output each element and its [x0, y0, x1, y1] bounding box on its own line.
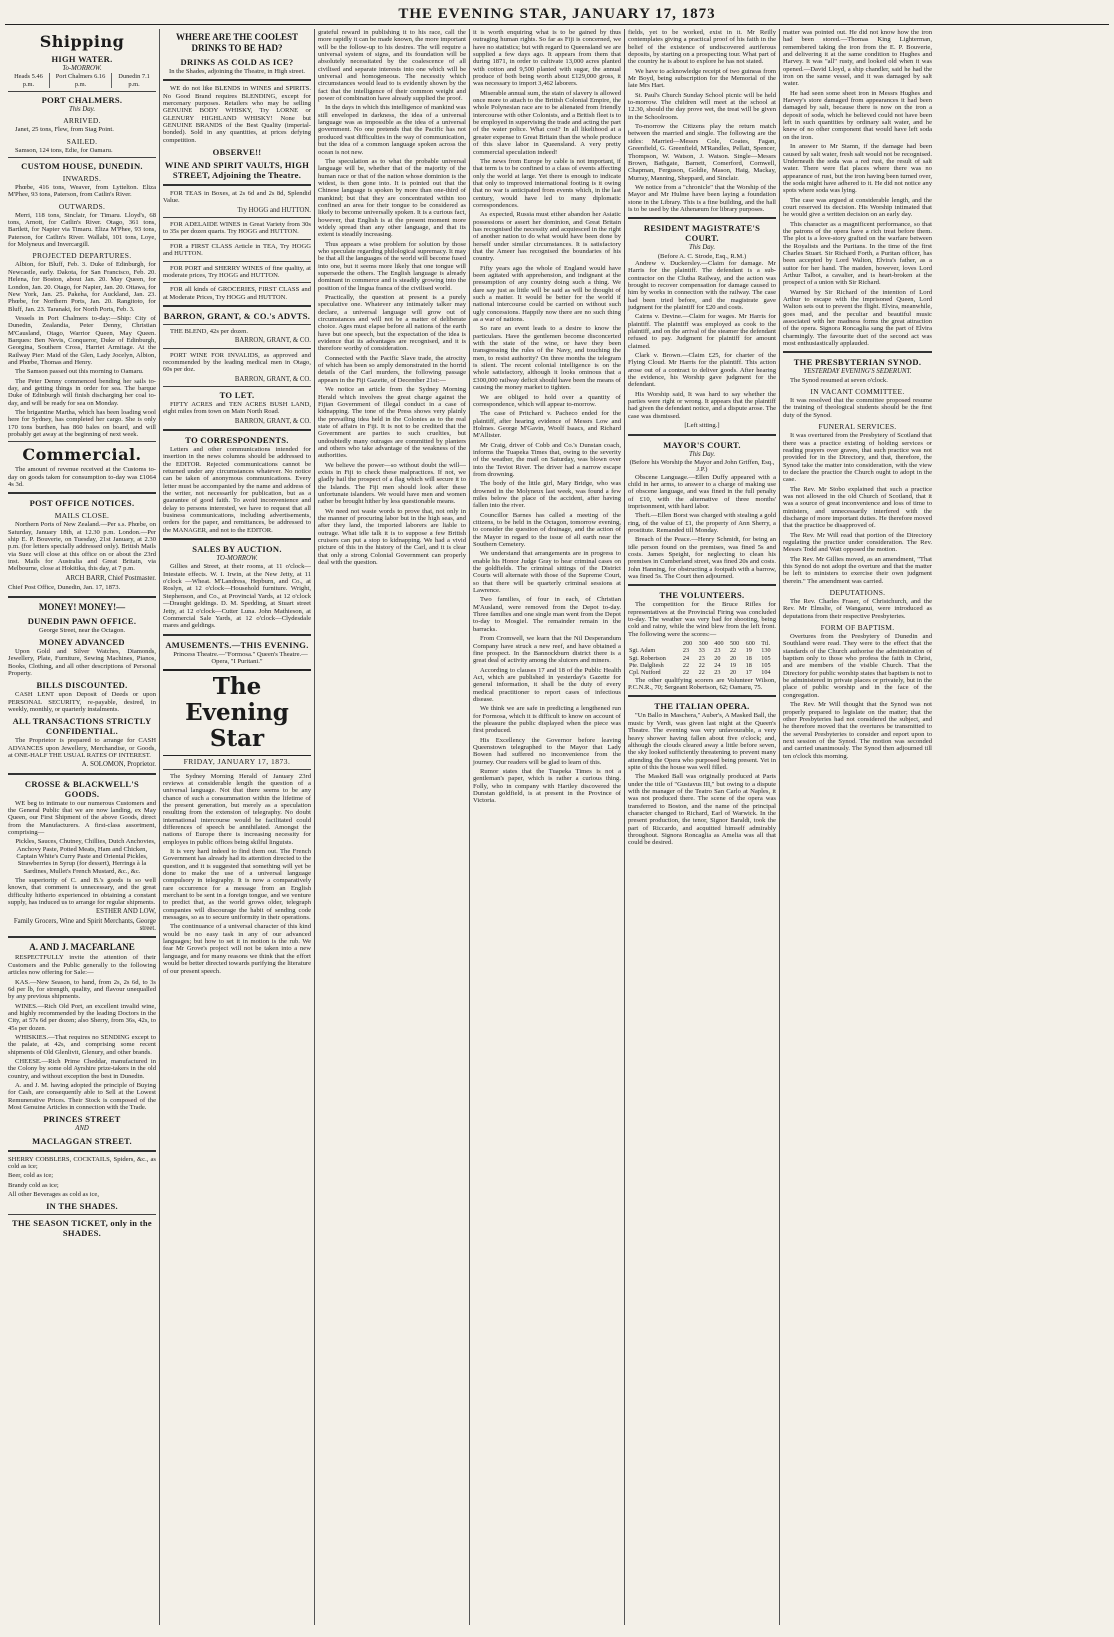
- hogg-sign-1: Try HOGG and HUTTON.: [237, 206, 311, 214]
- score-cell: 33: [698, 647, 705, 655]
- score-cell: 20: [729, 654, 737, 662]
- teas-ad: FOR TEAS in Boxes, at 2s 6d and 2s 8d, Splendid Value.: [163, 190, 311, 205]
- brig-text: The brigantine Martha, which has been loading wool here for Sydney, has completed her cargo. She is only 170 tons burthen, has 860 bales on board, and will probably get away at the beginning of next week.: [8, 409, 156, 439]
- score-cell: 22: [682, 662, 690, 670]
- mails-close-heading: MAILS CLOSE.: [54, 511, 110, 521]
- issue-date: FRIDAY, JANUARY 17, 1873.: [183, 757, 291, 767]
- synod-text-1: The Synod resumed at seven o'clock.: [790, 376, 888, 384]
- deputations-heading: DEPUTATIONS.: [829, 588, 886, 598]
- volunteers-more: The other qualifying scorers are Volunteer Wilson, P.C.N.R., 70; Sergeant Robertson, 62; Oamaru, 75.: [628, 676, 776, 692]
- mayor-this-day: This Day.: [688, 450, 716, 458]
- col5-para-2: We have to acknowledge receipt of two guineas from Mr Boyd, being subscription for the Memorial of the late Mrs Hart.: [628, 67, 776, 90]
- season-ticket: THE SEASON TICKET, only in the SHADES.: [11, 1218, 152, 1239]
- score-cell: 104: [761, 669, 771, 677]
- scores-table: [628, 640, 776, 677]
- col4-para-11: Councillor Barnes has called a meeting of the citizens, to be held in the Octagon, tomorrow evening, to consider the question of drainage, and the action of the Mayor in regard to the issue of all earth near the Southern Cemetery.: [473, 511, 621, 549]
- score-cell: 19: [745, 647, 752, 655]
- money-text: Upon Gold and Silver Watches, Diamonds, Jewellery, Plate, Furniture, Sewing Machines, Pianos, Books, Clothing, and all other descriptions of Personal Property.: [8, 647, 156, 677]
- adelaide-ad: FOR ADELAIDE WINES in Great Variety from 30s to 35s per dozen quarts. Try HOGG and HUTTON.: [163, 221, 311, 236]
- port-chalmers-heading: PORT CHALMERS.: [41, 95, 123, 106]
- score-cell: 24: [714, 662, 721, 670]
- all-beverages: All other Beverages as cold as ice,: [8, 1191, 99, 1199]
- baptism-text-1: Overtures from the Presbytery of Dunedin and Southland were read. They were to the effect that the standards of the Church authorise the administration of baptism only to those who profess the faith in Christ, and are members of the visible Church. That the Directory for public worship states that baptism is not to be administered in private places or privately, but in the place of public worship and in the face of the congregation.: [783, 633, 932, 699]
- drinks-cold-heading: DRINKS AS COLD AS ICE?: [180, 57, 294, 67]
- synod-text-2: It was resolved that the committee proposed resume the training of theological students should be the first duty of the Synod.: [783, 397, 932, 419]
- resident-court-heading: RESIDENT MAGISTRATE'S COURT.: [643, 223, 761, 244]
- score-cell: 105: [761, 662, 771, 670]
- score-cell: 24: [682, 654, 690, 662]
- score-cell: Sgt. Adam: [629, 647, 656, 655]
- mayors-court-heading: MAYOR'S COURT.: [663, 439, 741, 450]
- column-5: [625, 29, 780, 1625]
- crosse-text: WE beg to intimate to our numerous Customers and the General Public that we are now landing, ex May Queen, our First Shipment of the above Goods, direct from the Manufacturers. A first-class assortment, comprising—: [8, 799, 156, 836]
- correspondents-heading: TO CORRESPONDENTS.: [185, 434, 289, 445]
- col4-para-5: Fifty years ago the whole of England would have been agitated with apprehension, and indignant at the presumption of any country doing such a thing. We dare say just as little will be said as will be thought of such a matter. It would be better for the world if national intercourse could be carried on without such ugly concessions. Happily now there are no such thing as a war of nations.: [473, 264, 621, 324]
- leader-para-3: The continuance of a universal character of this kind would be no easy task in any of our advanced languages; but how to set it in motion is the rub. We fear Mr Grove's project will not be taken into a new language, and for many reasons we think that the effort would be better directed towards purifying the literature of our present speech.: [163, 923, 311, 975]
- score-row: [628, 669, 776, 676]
- commercial-heading: Commercial.: [22, 445, 142, 465]
- inwards-heading: INWARDS.: [62, 174, 102, 184]
- col4-para-8: The case of Pritchard v. Pacheco ended for the plaintiff, after hearing evidence of Messrs Low and Holmes. George M'Gavin, Woolf Isaacs, and Richard M'Allister.: [473, 410, 621, 440]
- col4-para-1: it is worth enquiring what is to be gained by thus outraging human rights. So far as Fiji is concerned, we have no statistics; but with regard to Queensland we are supplied a few days ago. It appears from them that during 1871, in order to cultivate 13,000 acres planted with cotton and 9,500 planted with sugar, the annual produce of both being worth about £129,000 gross, it was necessary to import 3,462 laborers.: [473, 29, 621, 88]
- col5-para-1: fields, yet to be worked, exist in it. Mr Reilly contemplates giving a practical proof of his faith in the belief of the existence of undiscovered auriferous deposits, by starting on a prospecting tour. What part of the country he is about to explore he has not stated.: [628, 29, 776, 66]
- col6-para-3: In answer to Mr Stamn, if the damage had been caused by salt water, fresh salt would not be recognised. Underneath the soda was a red rust, the result of salt water. There were flat places where there was no appearance of rust, but the iron having been turned over, the soda might have adhered to it. He did not notice any spots where soda was lying.: [783, 143, 932, 195]
- score-cell: 23: [714, 647, 721, 655]
- inwards-text: Phœbe, 416 tons, Weaver, from Lyttelton. Eliza M'Phee, 93 tons, Paterson, from Catlin's River.: [8, 184, 156, 199]
- pawn-office-heading: DUNEDIN PAWN OFFICE.: [27, 615, 137, 626]
- bills-discounted: BILLS DISCOUNTED.: [36, 680, 128, 691]
- tide-table: [8, 73, 156, 88]
- shades-line: In the Shades, adjoining the Theatre, in High street.: [169, 68, 305, 75]
- all-transactions: ALL TRANSACTIONS STRICTLY CONFIDENTIAL.: [12, 716, 152, 737]
- col6-para-6: Warned by Sir Richard of the intention of Lord Arthur to escape with the imprisoned Queen, Lord Walton sets out to prevent the flight. Elvira, meanwhile, goes mad, and the peculiar and beautiful music associated with her madness forms the great attraction of the opera. Signora Roncaglia sang the part of Elvira charmingly. The favourite duet of the second act was most enthusiastically applauded.: [783, 288, 932, 348]
- col5-para-5: We notice from a "chronicle" that the Worship of the Mayor and Mr Hulme have been laying a foundation stone in the Library. This is a fine building, and the hall is to be used by the Athenæum for library purposes.: [628, 183, 776, 213]
- presbyterian-synod-heading: THE PRESBYTERIAN SYNOD.: [793, 357, 922, 368]
- court-before: (Before A. C. Strode, Esq., R.M.): [657, 252, 747, 260]
- tomorrow-label: To-MORROW.: [62, 65, 102, 72]
- port-invalids-ad: PORT WINE FOR INVALIDS, as approved and recommended by the leading medical men in Otago, 60s per doz.: [163, 351, 311, 374]
- col4-para-3: The news from Europe by cable is not important, if that term is to be confined to a class of events affecting only the world at large. Yet there is enough to indicate that only to improved international footing is it owing that no war is anticipated from events which, in the last century, would have led to many diplomatic correspondences.: [473, 157, 621, 209]
- col4-para-18: Rumor states that the Tuapeka Times is not a gentleman's paper, which is rather a curious thing. Folly, who in company with Hartley discovered the Dunstan goldfield, is at present in the Province of Victoria.: [473, 768, 621, 805]
- high-water-heading: HIGH WATER.: [51, 54, 113, 64]
- court-this-day: This Day.: [688, 244, 716, 252]
- score-cell: 18: [745, 654, 752, 662]
- col4-para-15: According to clauses 17 and 18 of the Public Health Act, which are published in yesterday's Gazette for general information, it shall be the duty of every medical practitioner to report cases of infectious disease.: [473, 666, 621, 703]
- score-cell: 17: [745, 669, 752, 677]
- leader-para-2: It is very hard indeed to find them out. The French Government has already had its attention directed to the question, and it is suggested that something will yet be done to make the use of a universal language compulsory in telegraphy. It is now a comparatively rare occurrence for a message from an English merchant to be sent in a foreign tongue, and we venture to predict that, as the world grows older, telegraph companies will discourage the habit of sending code messages, so as to secure uniformity in their operations.: [163, 848, 311, 922]
- macfarlane-heading: A. AND J. MACFARLANE: [29, 942, 135, 953]
- outwards-heading: OUTWARDS.: [58, 201, 106, 211]
- col6-para-2: He had seen some sheet iron in Messrs Hughes and Harvey's store damaged from appearances it had been damaged by salt, because there is now on the iron a deposit of soda, which he believed could not have been left in such quantities by ordinary salt water, and he knew of no other component that would have left soda on the iron.: [783, 89, 932, 141]
- evening-star-masthead: The Evening Star: [163, 669, 311, 756]
- col5-para-12: Breach of the Peace.—Henry Schmidt, for being an idle person found on the premises, was fined 5s and costs. James Speight, for neglecting to clean his premises in Cumberland street, was fined 20s and costs. John Hanning, for obstructing a footpath with a barrow, was fined 5s. The Court then adjourned.: [628, 536, 776, 580]
- col3-para-9: We need not waste words to prove that, not only in the manner of procuring labor but in the high seas, and after they land, the imported laborers are liable to outrage. What idle talk it is to suppose a few British cruisers can put a stop to kidnapping. We had a vivid picture of this in the history of the Carl, and it is clear that only a strong Colonial Government can properly deal with the question.: [318, 507, 466, 567]
- score-cell: 20: [714, 654, 721, 662]
- col4-para-9: Mr Craig, driver of Cobb and Co.'s Dunstan coach, informs the Tuapeka Times that, owing to the severity of the weather, the mail on Saturday, was blown over into the Teviot River. The driver had a narrow escape from drowning.: [473, 441, 621, 478]
- opera-text-2: The Masked Ball was originally produced at Paris under the title of "Gustavus III," but owing to a dispute with the manager of the Teatro San Carlo at Naples, it was not produced there. The scene of the opera was transferred to Boston, and the name of the principal character changed to Richard, Earl of Warwick. In the present production, the tenor, Signor Baraldi, took the part of Riccardo, and acquitted himself admirably throughout. Signora Roncaglia as Amelia was all that could be desired.: [628, 773, 776, 847]
- col6-para-1: matter was pointed out. He did not know how the iron had been stored.—Thomas King Lighterman, remembered taking the iron from the E. P. Bouverie, and delivering it at the same condition to Hughes and Harvey. It was "all" rusty, and looked old when it was opened.—David Lloyd, a ship chandler, said he had the iron on the same vessel, and it was damaged by salt water.: [783, 29, 932, 88]
- mac-end: A. and J. M. having adopted the principle of Buying for Cash, are consequently able to Sell at the Lowest Remunerative Prices. Their Stock is composed of the Most Genuine Articles in connection with the Trade.: [8, 1081, 156, 1111]
- italian-opera-heading: THE ITALIAN OPERA.: [654, 701, 750, 712]
- mac-whiskies: WHISKIES.—That requires no SENDING except to the palate, at 42s, and comprising some recent shipments of Old Glenlivit, Glenury, and other brands.: [8, 1033, 156, 1056]
- acres-ad: FIFTY ACRES and TEN ACRES BUSH LAND, eight miles from town on Main North Road.: [163, 400, 311, 416]
- deputations-text: The Rev. Charles Fraser, of Christchurch, and the Rev. Mr Elmslie, of Wanganui, were introduced as deputations from their respective Presbyteries.: [783, 598, 932, 620]
- this-day-label: This Day.: [68, 106, 96, 114]
- score-cell: 23: [714, 669, 721, 677]
- barron-advts-heading: BARRON, GRANT, & CO.'s ADVTS.: [163, 310, 311, 321]
- score-cell: 22: [698, 662, 705, 670]
- sales-tomorrow: TO-MORROW.: [216, 555, 258, 563]
- blend-ad: THE BLEND, 42s per dozen.: [170, 327, 249, 335]
- col3-para-4: Thus appears a wise problem for solution by those who speculate regarding philological supremacy. It may be that all the languages of the world will become fused into one, but it seems more likely that one tongue will supersede the others. The English language is already dominant in commerce and is steadily growing into the position of the lingua franca of the civilised world.: [318, 240, 466, 292]
- col6-para-5: This character as a magnificent performance, so that the patrons of the opera have a rich treat before them. The plot is a love-story grafted on the warfare between the Royalists and the Puritans. In the time of the first Charles Stuart. Sir Richard Forth, a Puritan officer, has been accepted by Lord Walton, Elvira's father, as a suitor for her hand. The maiden, however, loves Lord Arthur Talbot, a cavalier, and is heart-broken at the prospect of a union with Sir Richard.: [783, 220, 932, 287]
- postmaster-sign: ARCH BARR, Chief Postmaster.: [65, 574, 156, 582]
- score-head-cell: [628, 640, 682, 647]
- mac-text: RESPECTFULLY invite the attention of their Customers and the Public generally to the following articles now offering for Sale:—: [8, 954, 156, 977]
- proprietor-text: The Proprietor is prepared to arrange for CASH ADVANCES upon Jewellery, Merchandise, or Goods, at ONE-HALF THE USUAL RATES OF INTEREST.: [8, 737, 156, 759]
- col5-para-10: Obscene Language.—Ellen Duffy appeared with a child in her arms, to answer to a charge of making use of obscene language, and was fined in the full penalty of £10, with the alternative of three months' imprisonment, with hard labor.: [628, 473, 776, 510]
- commercial-text: The amount of revenue received at the Customs to-day on goods taken for consumption to-day was £1064 4s 3d.: [8, 466, 156, 489]
- col5-para-9: His Worship said, It was hard to say whether the parties were right or wrong. It appears that the plaintiff had given the defendant notice, and a dispute arose. The case was dismissed.: [628, 390, 777, 420]
- col6-para-4: The case was argued at considerable length, and the court reserved its decision. His Worship intimated that he would give a written decision on an early day.: [783, 196, 932, 219]
- sales-text: Gillies and Street, at their rooms, at 11 o'clock—Intestate effects. W. I. Irwin, at the New Jetty, at 11 o'clock —Wheat. M'Landress, Hepburn, and Co., at Roslyn, at 12 o'clock—Household furniture. Wright, Stephenson, and Co., at Provincial Yards, at 12 o'clock—Draught geldings. D. M. Spedding, at Stuart street Jetty, at 12 o'clock—Cutter Luna. John Mathieson, at Commercial Sale Yards, at 12 o'clock—Clydesdale mares and geldings.: [163, 563, 311, 630]
- shipping-heading: Shipping: [39, 32, 125, 51]
- vacant-committee-heading: IN VACANT COMMITTEE.: [810, 387, 905, 397]
- score-cell: Pte. Dalgliesh: [629, 662, 664, 670]
- score-row: [628, 647, 776, 654]
- crosse-heading: CROSSE & BLACKWELL'S GOODS.: [24, 778, 140, 799]
- score-cell: 22: [729, 647, 737, 655]
- beer-line: Beer, cold as ice;: [8, 1172, 54, 1180]
- synod-text-3: The Rev. Mr Stobo explained that such a practice was not allowed in the old Church of Scotland, that it was a source of great inconvenience and loss of time to ministers, and unnecessarily interfered with the discharge of more important duties. He therefore moved that the practice be disapproved of.: [783, 485, 932, 530]
- groceries-ad: FOR all kinds of GROCERIES, FIRST CLASS and at Moderate Prices, Try HOGG and HUTTON.: [163, 286, 311, 301]
- score-cell: Cpl. Nutford: [629, 669, 661, 677]
- and-label: AND: [75, 1125, 89, 1133]
- sherry-cobblers: SHERRY COBBLERS, COCKTAILS, Spiders, &c., as cold as ice;: [8, 1155, 156, 1171]
- coolest-drinks-heading: WHERE ARE THE COOLEST DRINKS TO BE HAD?: [175, 32, 299, 53]
- page-header: THE EVENING STAR, JANUARY 17, 1873: [5, 4, 1109, 25]
- column-2: [160, 29, 315, 1625]
- amusements-text: Princess Theatre.—"Formosa." Queen's Theatre.—Opera, "I Puritani.": [173, 650, 308, 665]
- col5-para-3: St. Paul's Church Sunday School picnic will be held to-morrow. The children will meet at the school at 12.30, should the day prove wet, the treat will be given in the Schoolroom.: [628, 91, 776, 121]
- princes-street: PRINCES STREET: [43, 1114, 121, 1125]
- score-cell: 105: [761, 654, 771, 662]
- samson-text: The Samson passed out this morning to Oamaru.: [15, 368, 144, 376]
- correspondents-text: Letters and other communications intended for insertion in the news columns should be addressed to the EDITOR. Rejected communications cannot be returned under any circumstances whatever. No notice can be taken of anonymous communications. Every letter must be accompanied by the name and address of the writer, not necessarily for publication, but as a guarantee of good faith. To avoid inconvenience and delay to persons interested, we have to request that all business communications, including advertisements, orders for the paper, and remittances, be addressed to the MANAGER, and not to the EDITOR.: [163, 445, 311, 534]
- tide-port-chalmers: Port Chalmers 6.16 p.m.: [49, 73, 111, 88]
- funeral-services-heading: FUNERAL SERVICES.: [818, 422, 897, 432]
- post-office-heading: POST OFFICE NOTICES.: [29, 498, 135, 509]
- col5-para-6: Andrew v. Duckersley.—Claim for damage. Mr Harris for the plaintiff. The defendant is a sub-contractor on the Clutha Railway, and the action was brought to recover compensation for damage caused to him by works in connection with the railway. The case had been tried before, and the magistrate gave judgment for the plaintiff for £20 and costs.: [628, 259, 776, 311]
- score-cell: 23: [682, 647, 690, 655]
- crosse-sign-2: Family Grocers, Wine and Spirit Merchants, George street.: [13, 917, 156, 933]
- col3-para-6: Connected with the Pacific Slave trade, the atrocity of which has been so amply demonstrated in the horrid details of the Carl murders, the following passage appears in the Fiji Gazette, of December 21st:—: [318, 354, 466, 384]
- col5-para-11: Theft.—Ellen Borst was charged with stealing a gold ring, of the value of £1, the property of Ann Sherry, a prostitute. Remanded till Monday.: [628, 512, 776, 534]
- score-head-cell: 300: [698, 640, 708, 648]
- col5-para-4: To-morrow the Citizens play the return match between the married and single. The following are the sides: Married—Messrs Cole, Coates, Fagan, Greenfield, G. Greenfield, M'Randles, Pellatt, Spencer, Thompson, W. Watson, J. Watson. Single—Messrs Brown, Bathgate, Barnett, Comerford, Cornwell, Chapman, Ferguson, Goldie, Mason, Haig, Mackay, Murray, Manning, Sheppard, and Sinclair.: [628, 123, 776, 182]
- mails-text: Northern Ports of New Zealand.—Per s.s. Phœbe, on Saturday, January 18th, at 12.30 p.m. London.—Per ship E. P. Bouverie, on Tuesday, 21st January, at 2.30 p.m. (for letters specially addressed only). British Mails via Suez will close at this office on or about the 23rd inst. Mails for Australia and Great Britain, via Melbourne, close at Hokitika, this day, at 7 p.m.: [8, 521, 156, 573]
- score-row: [628, 655, 776, 662]
- column-6: [780, 29, 935, 1625]
- score-head-cell: 400: [714, 640, 724, 648]
- col3-para-2: In the days in which this intelligence of mankind was still enveloped in darkness, the idea of a universal language was as impossible as the idea of a universal government. No one pretends that the Pacific has not produced vast difficulties in the way of communication, but the idea of a common language spoken across the ocean is not new.: [318, 104, 466, 156]
- baptism-text-2: The Rev. Mr Will thought that the Synod was not properly prepared to legislate on the matter; that the other Presbyteries had not considered the subject, and he therefore moved that the overtures be transmitted to the several Presbyteries to consider and report upon to next session of the Synod. The motion was seconded and carried unanimously. The Synod then adjourned till ten o'clock this morning.: [783, 701, 932, 760]
- money-heading: MONEY! MONEY!—: [38, 601, 126, 612]
- in-the-shades: IN THE SHADES.: [46, 1201, 118, 1212]
- sederunt-label: YESTERDAY EVENING'S SEDERUNT.: [803, 368, 912, 376]
- col4-para-12: We understand that arrangements are in progress to enable his Honor Judge Gray to hear criminal cases on the goldfields. The criminal sittings of the District Courts will alternate with those of the Supreme Court, so that there will be quarterly criminal sessions at Lawrence.: [473, 550, 621, 595]
- sailed-heading: SAILED.: [66, 136, 98, 146]
- leader-para-1: The Sydney Morning Herald of January 23rd reviews at considerable length the question of a universal language. Not that there seems to be any chance of such a consummation within the lifetime of the present generation, but merely as a speculation resulting from the extension of telegraphy. No doubt international intercourse would be facilitated could differences of speech be annihilated. Amongst the nations of Europe there is increasing necessity for employes in public offices being skilful linguists.: [163, 772, 311, 846]
- col4-para-2: Miserable annual sum, the stain of slavery is allowed once more to attach to the British Colonial Empire, the whole Polynesian race are to be alienated from friendly intercourse with other Colonists, and a British fleet is to be employed in supervising the trade and acting the part of the water police. What cost? In all likelihood at a greater expense to Great Britain than the whole produce of this slave labor in Queensland. A very pretty commercial speculation indeed!: [473, 89, 621, 156]
- pawn-street: George Street, near the Octagon.: [38, 626, 126, 634]
- crosse-more: The superiority of C. and B.'s goods is so well known, that comment is unnecessary, and the great difficulty hitherto experienced in obtaining a constant supply, has induced us to arrange for regular shipments.: [8, 877, 156, 907]
- barron-sign-1: BARRON, GRANT, & CO.: [234, 337, 311, 345]
- score-cell: Sgt. Robertson: [629, 654, 666, 662]
- blends-text: WE do not like BLENDS in WINES and SPIRITS. No Good Brand requires BLENDING, except for mercenary purposes. Retailers who may be selling GENUINE BODY WHISKY, Try LORNE or GLENURY HIGHLAND WHISKY! None but GENUINE BRANDS of the Best Quality (imperial-bonded). Sold in any quantities, at prices defying competition.: [163, 85, 311, 144]
- score-head-cell: 500: [729, 640, 740, 648]
- vessels-text: Vessels in Port Chalmers to-day:—Ship: City of Dunedin, Zealandia, Peter Denny, Christian M'Causland, Otago, Warrior Queen, May Queen. Barques: Ben Nevis, Conqueror, Duke of Edinburgh, Georgina, Southern Cross, Harriet Armitage. At the Railway Pier: Maid of the Glen, Lady Jocelyn, Albion, and Phœbe, Thomas and Henry.: [8, 314, 156, 366]
- score-row: [628, 662, 776, 669]
- score-header-row: [628, 640, 776, 647]
- opera-text-1: "Un Ballo in Maschera," Auber's, A Masked Ball, the music by Verdi, was given last night at the Queen's Theatre. The evening was very unfavourable, a very heavy shower having fallen about five o'clock; and, although the clouds cleared away a little before seven, the sky looked sufficiently threatening to prevent many attending the Opera who purposed being present. Yet in spite of this the house was well filled.: [628, 712, 776, 771]
- tide-dunedin: Dunedin 7.1 p.m.: [118, 73, 150, 88]
- newspaper-page: [5, 4, 1109, 1629]
- brandy-line: Brandy cold as ice;: [8, 1181, 59, 1189]
- amusements-heading: AMUSEMENTS.—THIS EVENING.: [165, 639, 309, 650]
- col4-para-6: So rare an event leads to a desire to know the particulars. Have the gentlemen become disconcerted with the state of the wine, or have they been transgressing the rules of the Navy, and touching the men, to resist authority? On three months the telegram is silent. The recent colonial intelligence is on the whole satisfactory, although it looks ominous that a £300,000 railway deficit should have been the means of causing the money market to tighten.: [473, 325, 621, 392]
- pawn-sign: A. SOLOMON, Proprietor.: [81, 761, 156, 769]
- sales-auction-heading: SALES BY AUCTION.: [192, 544, 282, 555]
- tide-heads: Heads 5.46 p.m.: [8, 73, 49, 88]
- col3-para-8: We believe the power—so without doubt the will—exists in Fiji to check these malpractices. If not, we gladly hail the prospect of a flag which will secure it to the Islands. The Fiji men should look after these unfortunate islanders. We would have men and women rather be brought hither by less questionable means.: [318, 461, 466, 506]
- col4-para-16: We think we are safe in predicting a lengthened run for Formosa, which it is difficult to know on account of the pleasure the public displayed when the piece was first produced.: [473, 705, 621, 735]
- mac-wines: WINES.—Rich Old Port, an excellent invalid wine, and highly recommended by the leading Doctors in the City, at 57s 6d per dozen; also Sherry, from 36s, 42s, to 45s per dozen.: [8, 1002, 156, 1032]
- col3-para-3: The speculation as to what the probable universal language will be, whether that of the majority of the human race or that of the nation whose dominion is the widest, is then gone into. It is pointed out that the Chinese language is spoken by more than one-third of mankind; but that they are concentrated within too confined an area for their tongue to be considered as likely to become universally spoken. It is a curious fact, however, that English is at the present moment more widely spread than any other language, and that its extent is steadily increasing.: [318, 157, 466, 239]
- score-cell: 130: [761, 647, 771, 655]
- money-advanced: MONEY ADVANCED: [39, 636, 125, 647]
- projected-text: Albion, for Bluff, Feb. 3. Duke of Edinburgh, for Newcastle, early. Dakota, for San Francisco, Feb. 20. Helena, for Boston, about Jan. 20. May Queen, for London, Jan. 20. Otago, for Napier, Jan. 20. Ottawa, for New York, Jan. 25. Pakeha, for Auckland, Jan. 23. Phœbe, for Northern Ports, Jan. 20. Rangitoto, for Bluff, Jan. 23. Taranaki, for North Ports, Feb. 3.: [8, 261, 156, 313]
- col3-para-1: grateful reward in publishing it to his race, call the more rapidly it can be made known, the more important will be the follow-up to his desires. The will require a universal system of signs, and its foundation will be absolutely necessitated by the coalescence of all civilised and separate interests into one which will be universal and homogeneous. The necessity which circumstances would lead to is evidently shown by the fact that the intelligence of their common weight and power of combination have already supplied the proof.: [318, 29, 466, 103]
- score-head-cell: 600: [745, 640, 755, 648]
- maclaggan-street: MACLAGGAN STREET.: [32, 1135, 132, 1146]
- score-cell: 18: [745, 662, 752, 670]
- cash-text: CASH LENT upon Deposit of Deeds or upon PERSONAL SECURITY, re-payable, desired, in weekly, monthly, or quarterly instalments.: [8, 691, 156, 713]
- col5-para-8: Clark v. Brown.—Claim £25, for charter of the Flying Cloud. Mr Harris for the plaintiff. This action arose out of a contract to deliver goods. After hearing the evidence, his Worship gave judgment for the defendant.: [628, 352, 776, 389]
- volunteers-text: The competition for the Bruce Rifles for representatives at the Provincial Firing was concluded to-day. The weather was very bad for shooting, being cold and rainy, while the wind blew from the left front. The following were the scores:—: [628, 601, 776, 638]
- arrived-heading: ARRIVED.: [63, 116, 101, 126]
- to-let-heading: TO LET.: [219, 389, 255, 400]
- port-sherry-ad: FOR PORT and SHERRY WINES of fine quality, at moderate prices, Try HOGG and HUTTON.: [163, 264, 311, 279]
- post-date: Chief Post Office, Dunedin, Jan. 17, 1873.: [8, 584, 121, 592]
- volunteers-heading: THE VOLUNTEERS.: [659, 590, 745, 601]
- observe-heading: OBSERVE!!: [212, 147, 262, 158]
- col4-para-13: Two families, of four in each, of Christian M'Ausland, were removed from the Depot to-day. Three families and one single man went from the Depot to-day to Mosgiel. The remainder remain in the barracks.: [473, 596, 621, 633]
- column-3: [315, 29, 470, 1625]
- projected-heading: PROJECTED DEPARTURES.: [32, 251, 132, 261]
- custom-house-heading: CUSTOM HOUSE, DUNEDIN.: [21, 161, 143, 172]
- score-cell: 22: [682, 669, 690, 677]
- col4-para-14: From Cromwell, we learn that the Nil Desperandum Company have struck a new reef, and have obtained a fine prospect. In the Bannockburn district there is a great deal of activity among the sluicers and miners.: [473, 635, 621, 665]
- col4-para-7: We are obliged to hold over a quantity of correspondence, which will appear to-morrow.: [473, 393, 621, 408]
- barron-sign-3: BARRON, GRANT, & CO.: [234, 417, 311, 425]
- wine-vaults-heading: WINE AND SPIRIT VAULTS, HIGH STREET, Adjoining the Theatre.: [164, 160, 310, 181]
- score-head-cell: Ttl.: [761, 640, 771, 648]
- arrived-text: Janet, 25 tons, Flew, from Stag Point.: [15, 126, 114, 134]
- synod-text-4: The Rev. Mr Will read that portion of the Directory regulating the practice under consideration. The Rev. Messrs Todd and Watt opposed the motion.: [783, 531, 932, 554]
- score-cell: 19: [729, 662, 737, 670]
- outwards-text: Merri, 118 tons, Sinclair, for Timaru. Lloyd's, 68 tons, Arnott, for Catlin's River. Otago, 361 tons, Bartlett, for Napier via Timaru. Eliza M'Phee, 93 tons, Paterson, for Catlin's River. Wallabi, 101 tons, Loye, for Molyneux and Invercargill.: [8, 211, 156, 249]
- score-head-cell: 200: [682, 640, 693, 648]
- col3-para-5: Practically, the question at present is a purely speculative one. Whatever any intimately talker may declare, a universal language will grow out of circumstances and will not be a matter of deliberate choice. Ages must elapse before all nations of the earth have but one speech, but the expectation of the idea is evidence that its advantages are recognised, and it is therefore worthy of consideration.: [318, 294, 466, 353]
- sailed-text: Samson, 124 tons, Edie, for Oamaru.: [15, 146, 113, 154]
- col4-para-17: His Excellency the Governor before leaving Queenstown telegraphed to the Mayor that Lady Bowen had suffered no inconvenience from the journey. Our readers will be glad to learn of this.: [473, 736, 621, 766]
- col4-para-10: The body of the little girl, Mary Bridge, who was drowned in the Molyneux last week, was found a few miles below the place of the accident, after having fallen into the river.: [473, 480, 621, 510]
- baptism-heading: FORM OF BAPTISM.: [820, 623, 895, 633]
- col4-para-4: As expected, Russia must either abandon her Asiatic possessions or assert her dominion, and Great Britain has recognised the necessity and acquiesced in the right of another nation to do what would have been done by herself under similar circumstances. It is satisfactory that the Ameer has recognised the boundaries of his country.: [473, 211, 621, 263]
- score-cell: 23: [698, 654, 705, 662]
- score-cell: 20: [729, 669, 737, 677]
- funeral-text: It was overtured from the Presbytery of Scotland that there was a practice existing of holding services or reading prayers over graves, that such practice was not provided for in the Directory, and that, therefore, the Synod take the matter into consideration, with the view to declare the practice the Church ought to adopt in the case.: [783, 432, 932, 484]
- mayor-before: (Before his Worship the Mayor and John Griffen, Esq., J.P.): [629, 458, 775, 474]
- mac-cheese: CHEESE.—Rich Prime Cheddar, manufactured in the Colony by some old Ayrshire prize-takers in the old country, and without exception the best in Dunedin.: [8, 1057, 156, 1080]
- left-sitting: [Left sitting.]: [684, 422, 720, 430]
- crosse-sign: ESTHER AND LOW,: [96, 908, 156, 916]
- crosse-list: Pickles, Sauces, Chutney, Chillies, Dutch Anchovies, Anchovy Paste, Potted Meats, Ham and Chicken, Captain White's Curry Paste and Oriental Pickles, Strawberries in Syrup (for dessert), Herrings à la Sardines, Mullet's French Mustard, &c., &c.: [15, 838, 156, 875]
- synod-text-5: The Rev. Mr Gillies moved, as an amendment, "That this Synod do not adopt the overture and that the matter be left to ministers to exercise their own judgment therein." The amendment was carried.: [783, 555, 932, 585]
- column-4: [470, 29, 625, 1625]
- score-cell: 22: [698, 669, 705, 677]
- first-class-ad: FOR a FIRST CLASS Article in TEA, Try HOGG and HUTTON.: [163, 242, 311, 258]
- column-1: [5, 29, 160, 1625]
- barron-sign-2: BARRON, GRANT, & CO.: [234, 375, 311, 383]
- pilot-text: The Peter Denny commenced bending her sails to-day, and getting things in order for sea. The barque Duke of Edinburgh will finish discharging her coal to-day, and will be ready for sea on Monday.: [8, 377, 156, 407]
- col3-para-7: We notice an article from the Sydney Morning Herald which involves the great charge against the Fijian Government of illegal conduct in a case of kidnapping. The tone of the Press shows very plainly the prevailing idea held in the Colonies as to the real state of affairs in Fiji. It is not to be credited that the Government are parties to such cruelties, but undoubtedly many outrages are committed by planters and others who take advantage of the weakness of the authorities.: [318, 386, 466, 460]
- col5-para-7: Cairns v. Devine.—Claim for wages. Mr Harris for plaintiff. The plaintiff was employed as cook to the plaintiff, and on the arrival of the steamer the defendant refused to pay. Judgment for plaintiff for amount claimed.: [628, 313, 776, 350]
- mac-teas: KAS.—New Season, to hand, from 2s, 2s 6d, to 3s 6d per lb, for strength, quality, and flavour unequalled by any previous shipments.: [8, 978, 156, 1001]
